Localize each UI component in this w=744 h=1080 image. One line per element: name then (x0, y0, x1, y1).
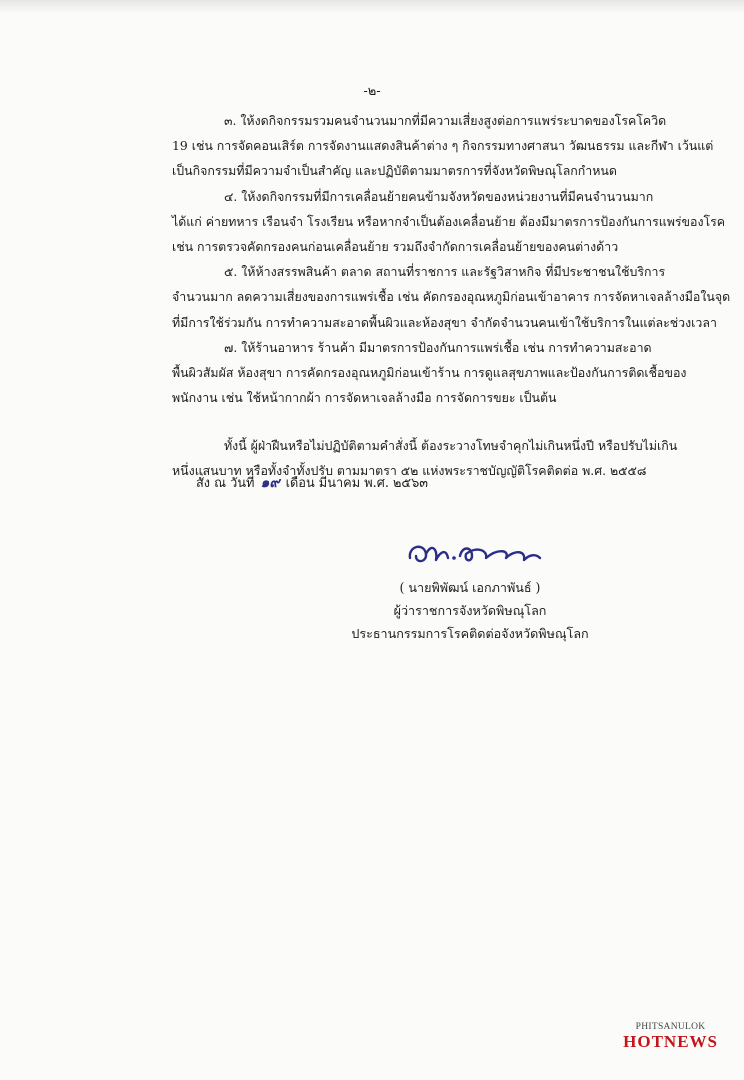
signer-block (310, 576, 630, 645)
signer-role: ประธานกรรมการโรคติดต่อจังหวัดพิษณุโลก (351, 626, 589, 641)
clause-5-line-2: จำนวนมาก ลดความเสี่ยงของการแพร่เชื้อ เช่น คัดกรองอุณหภูมิก่อนเข้าอาคาร การจัดหาเจลล้างมือในจุด (172, 289, 731, 305)
watermark-top-text: PHITSANULOK (635, 1022, 706, 1032)
clause-3 (172, 108, 714, 184)
clause-4 (172, 184, 726, 260)
clause-5-line-1: ๕. ให้ห้างสรรพสินค้า ตลาด สถานที่ราชการ และรัฐวิสาหกิจ ที่มีประชาชนใช้บริการ (224, 264, 666, 280)
date-prefix: สั่ง ณ วันที่ (196, 476, 255, 491)
clause-5-line-3: ที่มีการใช้ร่วมกัน การทำความสะอาดพื้นผิวและห้องสุขา จำกัดจำนวนคนเข้าใช้บริการในแต่ละช่วงเวลา (172, 314, 717, 330)
clause-7-line-3: พนักงาน เช่น ใช้หน้ากากผ้า การจัดหาเจลล้างมือ การจัดการขยะ เป็นต้น (172, 390, 557, 406)
clause-4-line-2: ได้แก่ ค่ายทหาร เรือนจำ โรงเรียน หรือหากจำเป็นต้องเคลื่อนย้าย ต้องมีมาตรการป้องกันการแพร่ของโรค (172, 213, 726, 229)
order-date (196, 472, 428, 494)
penalty-line-2: หนึ่งแสนบาท หรือทั้งจำทั้งปรับ ตามมาตรา ๕๒ แห่งพระราชบัญญัติโรคติดต่อ พ.ศ. ๒๕๕๘ (172, 463, 647, 479)
clause-3-line-3: เป็นกิจกรรมที่มีความจำเป็นสำคัญ และปฏิบัติตามมาตรการที่จังหวัดพิษณุโลกกำหนด (172, 163, 617, 179)
penalty-line-1: ทั้งนี้ ผู้ฝ่าฝืนหรือไม่ปฏิบัติตามคำสั่งนี้ ต้องระวางโทษจำคุกไม่เกินหนึ่งปี หรือปรับไม่เกิน (224, 438, 678, 454)
watermark-bottom-text: HOTNEWS (623, 1032, 718, 1051)
clause-7 (172, 335, 687, 411)
clause-7-line-1: ๗. ให้ร้านอาหาร ร้านค้า มีมาตรการป้องกันการแพร่เชื้อ เช่น การทำความสะอาด (224, 339, 652, 355)
clause-4-line-3: เช่น การตรวจคัดกรองคนก่อนเคลื่อนย้าย รวมถึงจำกัดการเคลื่อนย้ายของคนต่างด้าว (172, 238, 619, 254)
signer-name: ( นายพิพัฒน์ เอกภาพันธ์ ) (399, 580, 541, 595)
signature-image (402, 528, 550, 576)
paragraph-gap (172, 410, 646, 433)
handwritten-day: ๑๙ (260, 475, 280, 491)
clause-3-line-1: ๓. ให้งดกิจกรรมรวมคนจำนวนมากที่มีความเสี่ยงสูงต่อการแพร่ระบาดของโรคโควิด (224, 113, 667, 128)
watermark-logo (623, 1022, 718, 1052)
signer-title: ผู้ว่าราชการจังหวัดพิษณุโลก (393, 603, 547, 618)
clause-7-line-2: พื้นผิวสัมผัส ห้องสุขา การคัดกรองอุณหภูมิก่อนเข้าร้าน การดูแลสุขภาพและป้องกันการติดเชื้อของ (172, 364, 687, 380)
date-suffix: เดือน มีนาคม พ.ศ. ๒๕๖๓ (285, 476, 428, 491)
page-number: -๒- (363, 84, 381, 99)
scan-edge-shadow (0, 0, 744, 14)
clause-4-line-1: ๔. ให้งดกิจกรรมที่มีการเคลื่อนย้ายคนข้ามจังหวัดของหน่วยงานที่มีคนจำนวนมาก (224, 188, 654, 204)
clause-3-line-2: 19 เช่น การจัดคอนเสิร์ต การจัดงานแสดงสินค้าต่าง ๆ กิจกรรมทางศาสนา วัฒนธรรม และกีฬา เว้นแต่ (172, 138, 714, 154)
clause-5 (172, 259, 731, 335)
order-body (172, 108, 731, 484)
